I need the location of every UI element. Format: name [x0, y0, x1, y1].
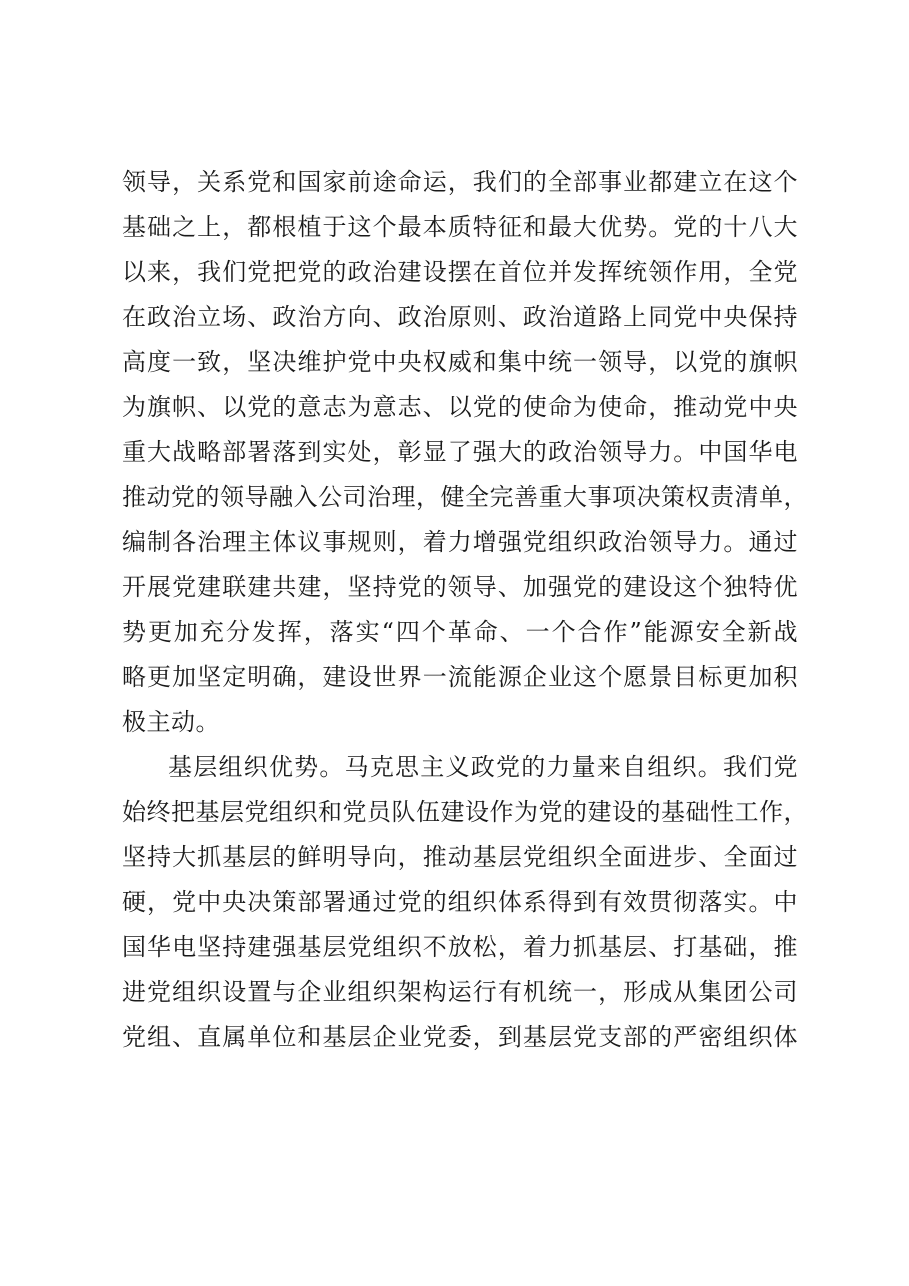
text-line: 为旗帜、以党的意志为意志、以党的使命为使命，推动党中央: [122, 393, 798, 421]
text-line: 高度一致，坚决维护党中央权威和集中统一领导，以党的旗帜: [122, 348, 798, 376]
text-line: 在政治立场、政治方向、政治原则、政治道路上同党中央保持: [122, 303, 798, 331]
text-line: 略更加坚定明确，建设世界一流能源企业这个愿景目标更加积: [122, 663, 798, 691]
text-line: 国华电坚持建强基层党组织不放松，着力抓基层、打基础，推: [122, 933, 798, 961]
text-line: 重大战略部署落到实处，彰显了强大的政治领导力。中国华电: [122, 438, 798, 466]
text-line: 党组、直属单位和基层企业党委，到基层党支部的严密组织体: [122, 1023, 798, 1051]
text-line: 基层组织优势。马克思主义政党的力量来自组织。我们党: [168, 753, 798, 781]
text-line: 极主动。: [122, 708, 220, 736]
text-line: 坚持大抓基层的鲜明导向，推动基层党组织全面进步、全面过: [122, 843, 798, 871]
text-line: 推动党的领导融入公司治理，健全完善重大事项决策权责清单，: [122, 483, 808, 511]
text-line: 势更加充分发挥，落实“四个革命、一个合作”能源安全新战: [122, 618, 798, 646]
text-line: 以来，我们党把党的政治建设摆在首位并发挥统领作用，全党: [122, 258, 798, 286]
document-body: [122, 160, 808, 1060]
text-line: 始终把基层党组织和党员队伍建设作为党的建设的基础性工作，: [122, 798, 808, 826]
text-line: 进党组织设置与企业组织架构运行有机统一，形成从集团公司: [122, 978, 798, 1006]
text-line: 编制各治理主体议事规则，着力增强党组织政治领导力。通过: [122, 528, 798, 556]
text-line: 硬，党中央决策部署通过党的组织体系得到有效贯彻落实。中: [122, 888, 798, 916]
text-line: 开展党建联建共建，坚持党的领导、加强党的建设这个独特优: [122, 573, 798, 601]
text-line: 领导，关系党和国家前途命运，我们的全部事业都建立在这个: [122, 168, 798, 196]
text-line: 基础之上，都根植于这个最本质特征和最大优势。党的十八大: [122, 213, 798, 241]
